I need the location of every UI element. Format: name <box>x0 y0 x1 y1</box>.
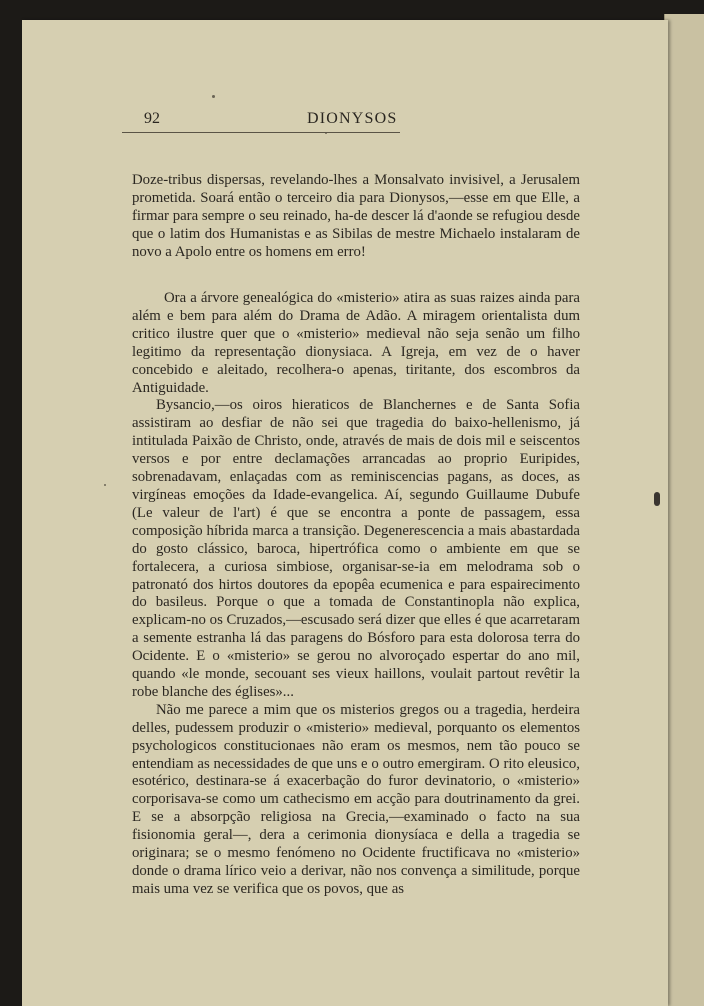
paper-speck <box>212 95 215 98</box>
running-head <box>122 110 400 133</box>
paragraph-1: Doze-tribus dispersas, revelando-lhes a Monsalvato invisivel, a Jerusalem prometida. Soará então o terceiro dia para Dionysos,—esse em que Elle, a firmar para sempre o seu reinado, ha-de descer lá d'aonde se refugiou desde que o latim dos Humanistas e as Sibilas de mestre Michaelo instalaram de novo a Apolo entre os homens em erro! <box>132 172 580 260</box>
binding-mark <box>654 492 660 506</box>
text-block-top <box>132 172 580 262</box>
page-number: 92 <box>144 110 160 127</box>
paragraph-4: Não me parece a mim que os misterios gregos ou a tragedia, herdeira delles, pudessem produzir o «misterio» medieval, porquanto os elementos psychologicos constitucionaes não eram os mesmos, nem tão pouco se entendiam as necessidades de que uns e o outro emergiram. O rito eleusico, esotérico, destinara-se á exacerbação do furor devinatorio, o «misterio» corporisava-se como um cathecismo em acção para doutrinamento da grei. E se a absorpção religiosa na Grecia,—examinado o facto na sua fisionomia geral—, dera a cerimonia dionysíaca e della a tragedia se originara; se o mesmo fenómeno no Ocidente fructificava no «misterio» donde o drama lírico veio a derivar, não nos convença a similitude, porque mais uma vez se verifica que os povos, que as <box>132 701 580 897</box>
paper-speck <box>104 484 106 486</box>
running-title: DIONYSOS <box>307 110 398 127</box>
adjacent-page-edge <box>664 14 704 1006</box>
paragraph-3: Bysancio,—os oiros hieraticos de Blanchernes e de Santa Sofia assistiram ao desfiar de não sei que tragedia do baixo-hellenismo, já intitulada Paixão de Christo, onde, através de mais de dois mil e seiscentos versos e por entre declamações arrancadas ao proprio Euripides, sobrenadavam, enlaçadas com as reminiscencias pagans, as doces, as virgíneas emoções da Idade-evangelica. Aí, segundo Guillaume Dubufe (Le valeur de l'art) é que se encontra a ponte de passagem, essa composição híbrida marca a transição. Degenerescencia a mais abastardada do gosto clássico, baroca, hipertrófica como o ambiente em que se fortalecera, a curiosa simbiose, organisar-se-ia em melodrama sob o patronató dos hirtos doutores da epopêa ecumenica e para espairecimento do basileus. Porque o que a tomada de Constantinopla não explica, explicam-no os Cruzados,—escusado será dizer que elles é que acarretaram a semente estranha lá das paragens do Bósforo para esta dolorosa terra do Ocidente. E o «misterio» se gerou no alvoroçado espertar do ano mil, quando «le monde, secouant ses vieux haillons, voulait partout revêtir la robe blanche des églises»... <box>132 397 580 700</box>
text-block-main <box>132 290 580 899</box>
paragraph-2: Ora a árvore genealógica do «misterio» atira as suas raizes ainda para além e bem para além do Drama de Adão. A miragem orientalista dum critico ilustre quer que o «misterio» medieval não seja senão um filho legitimo da representação dionysiaca. A Igreja, em vez de o haver concebido e aleitado, recolhera-o apenas, tiritante, dos escombros da Antiguidade. <box>132 290 580 396</box>
